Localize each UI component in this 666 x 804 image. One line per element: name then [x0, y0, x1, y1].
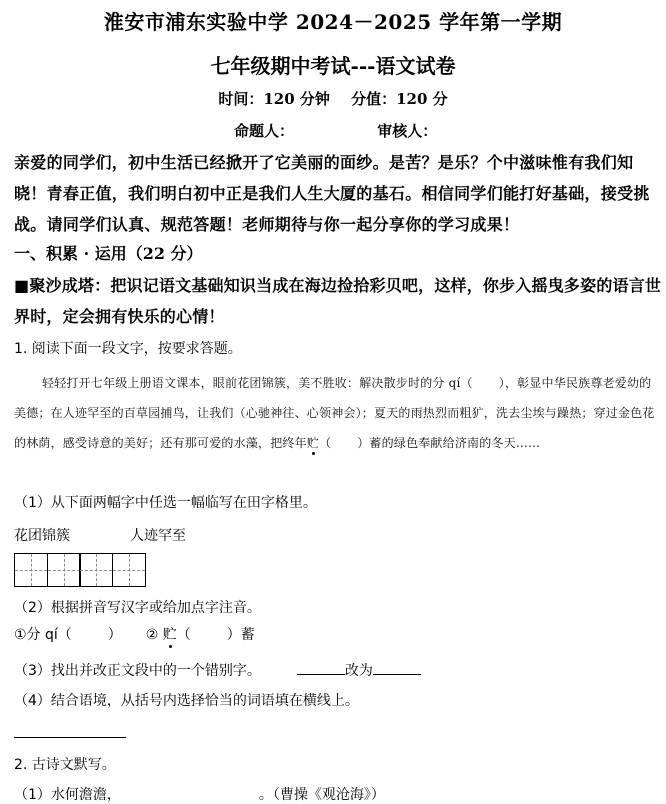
- exam-title: 淮安市浦东实验中学 2024－2025 学年第一学期: [103, 10, 563, 34]
- answer-line[interactable]: [14, 737, 126, 738]
- item-b-close: ）蓄: [226, 627, 255, 643]
- question-1-prompt: 1. 阅读下面一段文字，按要求答题。: [14, 341, 242, 357]
- grid-cell[interactable]: [112, 553, 146, 587]
- item-b-dotted-character: 贮: [162, 627, 177, 643]
- question-2-item-1: [14, 784, 385, 804]
- correct-char-blank[interactable]: [373, 660, 421, 675]
- grid-cell[interactable]: [14, 553, 48, 587]
- item-a-close: ）: [107, 627, 122, 643]
- tian-zi-grid: [14, 553, 144, 587]
- sub-question-2: （2）根据拼音写汉字或给加点字注音。: [14, 600, 261, 616]
- section-1-tip: ■聚沙成塔：把识记语文基础知识当成在海边捡拾彩贝吧，这样，你步入摇曳多姿的语言世界时，定会拥有快乐的心情！: [14, 276, 662, 326]
- poem-line-end: 。（曹操《观沧海》）: [258, 787, 385, 803]
- copy-word-1: 花团锦簇: [14, 528, 70, 544]
- passage-text-2: ），彰显中华民族尊老爱幼的美德；在人迹罕至的百草园捕鸟，让我们（心驰神往、心领神会）；夏天的雨热烈而粗犷，洗去尘埃与躁热；穿过金色花的林荫，感受诗意的美好；还有那可爱的水藻，把终年: [14, 376, 655, 450]
- copy-word-2: 人迹罕至: [130, 528, 186, 544]
- exam-authors: [234, 120, 437, 141]
- item-a-label: ①分 qí（: [14, 627, 72, 643]
- intro-paragraph: 亲爱的同学们，初中生活已经掀开了它美丽的面纱。是苦？是乐？个中滋味惟有我们知晓！青春正值，我们明白初中正是我们人生大厦的基石。相信同学们能打好基础，接受挑战。请同学们认真、规范答题！老师期待与你一起分享你的学习成果！: [14, 153, 650, 234]
- exam-subtitle: 七年级期中考试---语文试卷: [210, 54, 456, 78]
- item-b-label: ②: [145, 627, 163, 643]
- passage-text-1: 轻轻打开七年级上册语文课本，眼前花团锦簇，美不胜收：解决散步时的分 qí（: [42, 376, 473, 390]
- item-b-open: （: [176, 627, 191, 643]
- copy-words: [14, 525, 186, 545]
- exam-time: 时间：120 分钟: [218, 90, 330, 108]
- setter-label: 命题人：: [234, 122, 295, 140]
- exam-time-score: [0, 88, 666, 109]
- passage-text-4: ）蓄的绿色奉献给济南的冬天……: [357, 436, 541, 450]
- question-2-prompt: 2. 古诗文默写。: [14, 757, 116, 773]
- dotted-character: 贮: [306, 436, 320, 450]
- grid-cell[interactable]: [79, 553, 113, 587]
- grid-cell[interactable]: [47, 553, 81, 587]
- change-to-label: 改为: [344, 663, 373, 679]
- poem-line-start: （1）水何澹澹，: [14, 787, 121, 803]
- sub-question-2-items: [14, 624, 255, 644]
- sub-question-4: （4）结合语境，从括号内选择恰当的词语填在横线上。: [14, 693, 359, 709]
- sub-question-3-text: （3）找出并改正文段中的一个错别字。: [14, 663, 261, 679]
- passage-text-3: （: [319, 436, 332, 450]
- reading-passage: [14, 368, 662, 458]
- exam-score: 分值：120 分: [351, 90, 448, 108]
- section-1-title: 一、积累 · 运用（22 分）: [14, 244, 203, 263]
- wrong-char-blank[interactable]: [297, 660, 345, 675]
- reviewer-label: 审核人：: [377, 122, 438, 140]
- sub-question-1: （1）从下面两幅字中任选一幅临写在田字格里。: [14, 495, 317, 511]
- sub-question-3: [14, 660, 421, 680]
